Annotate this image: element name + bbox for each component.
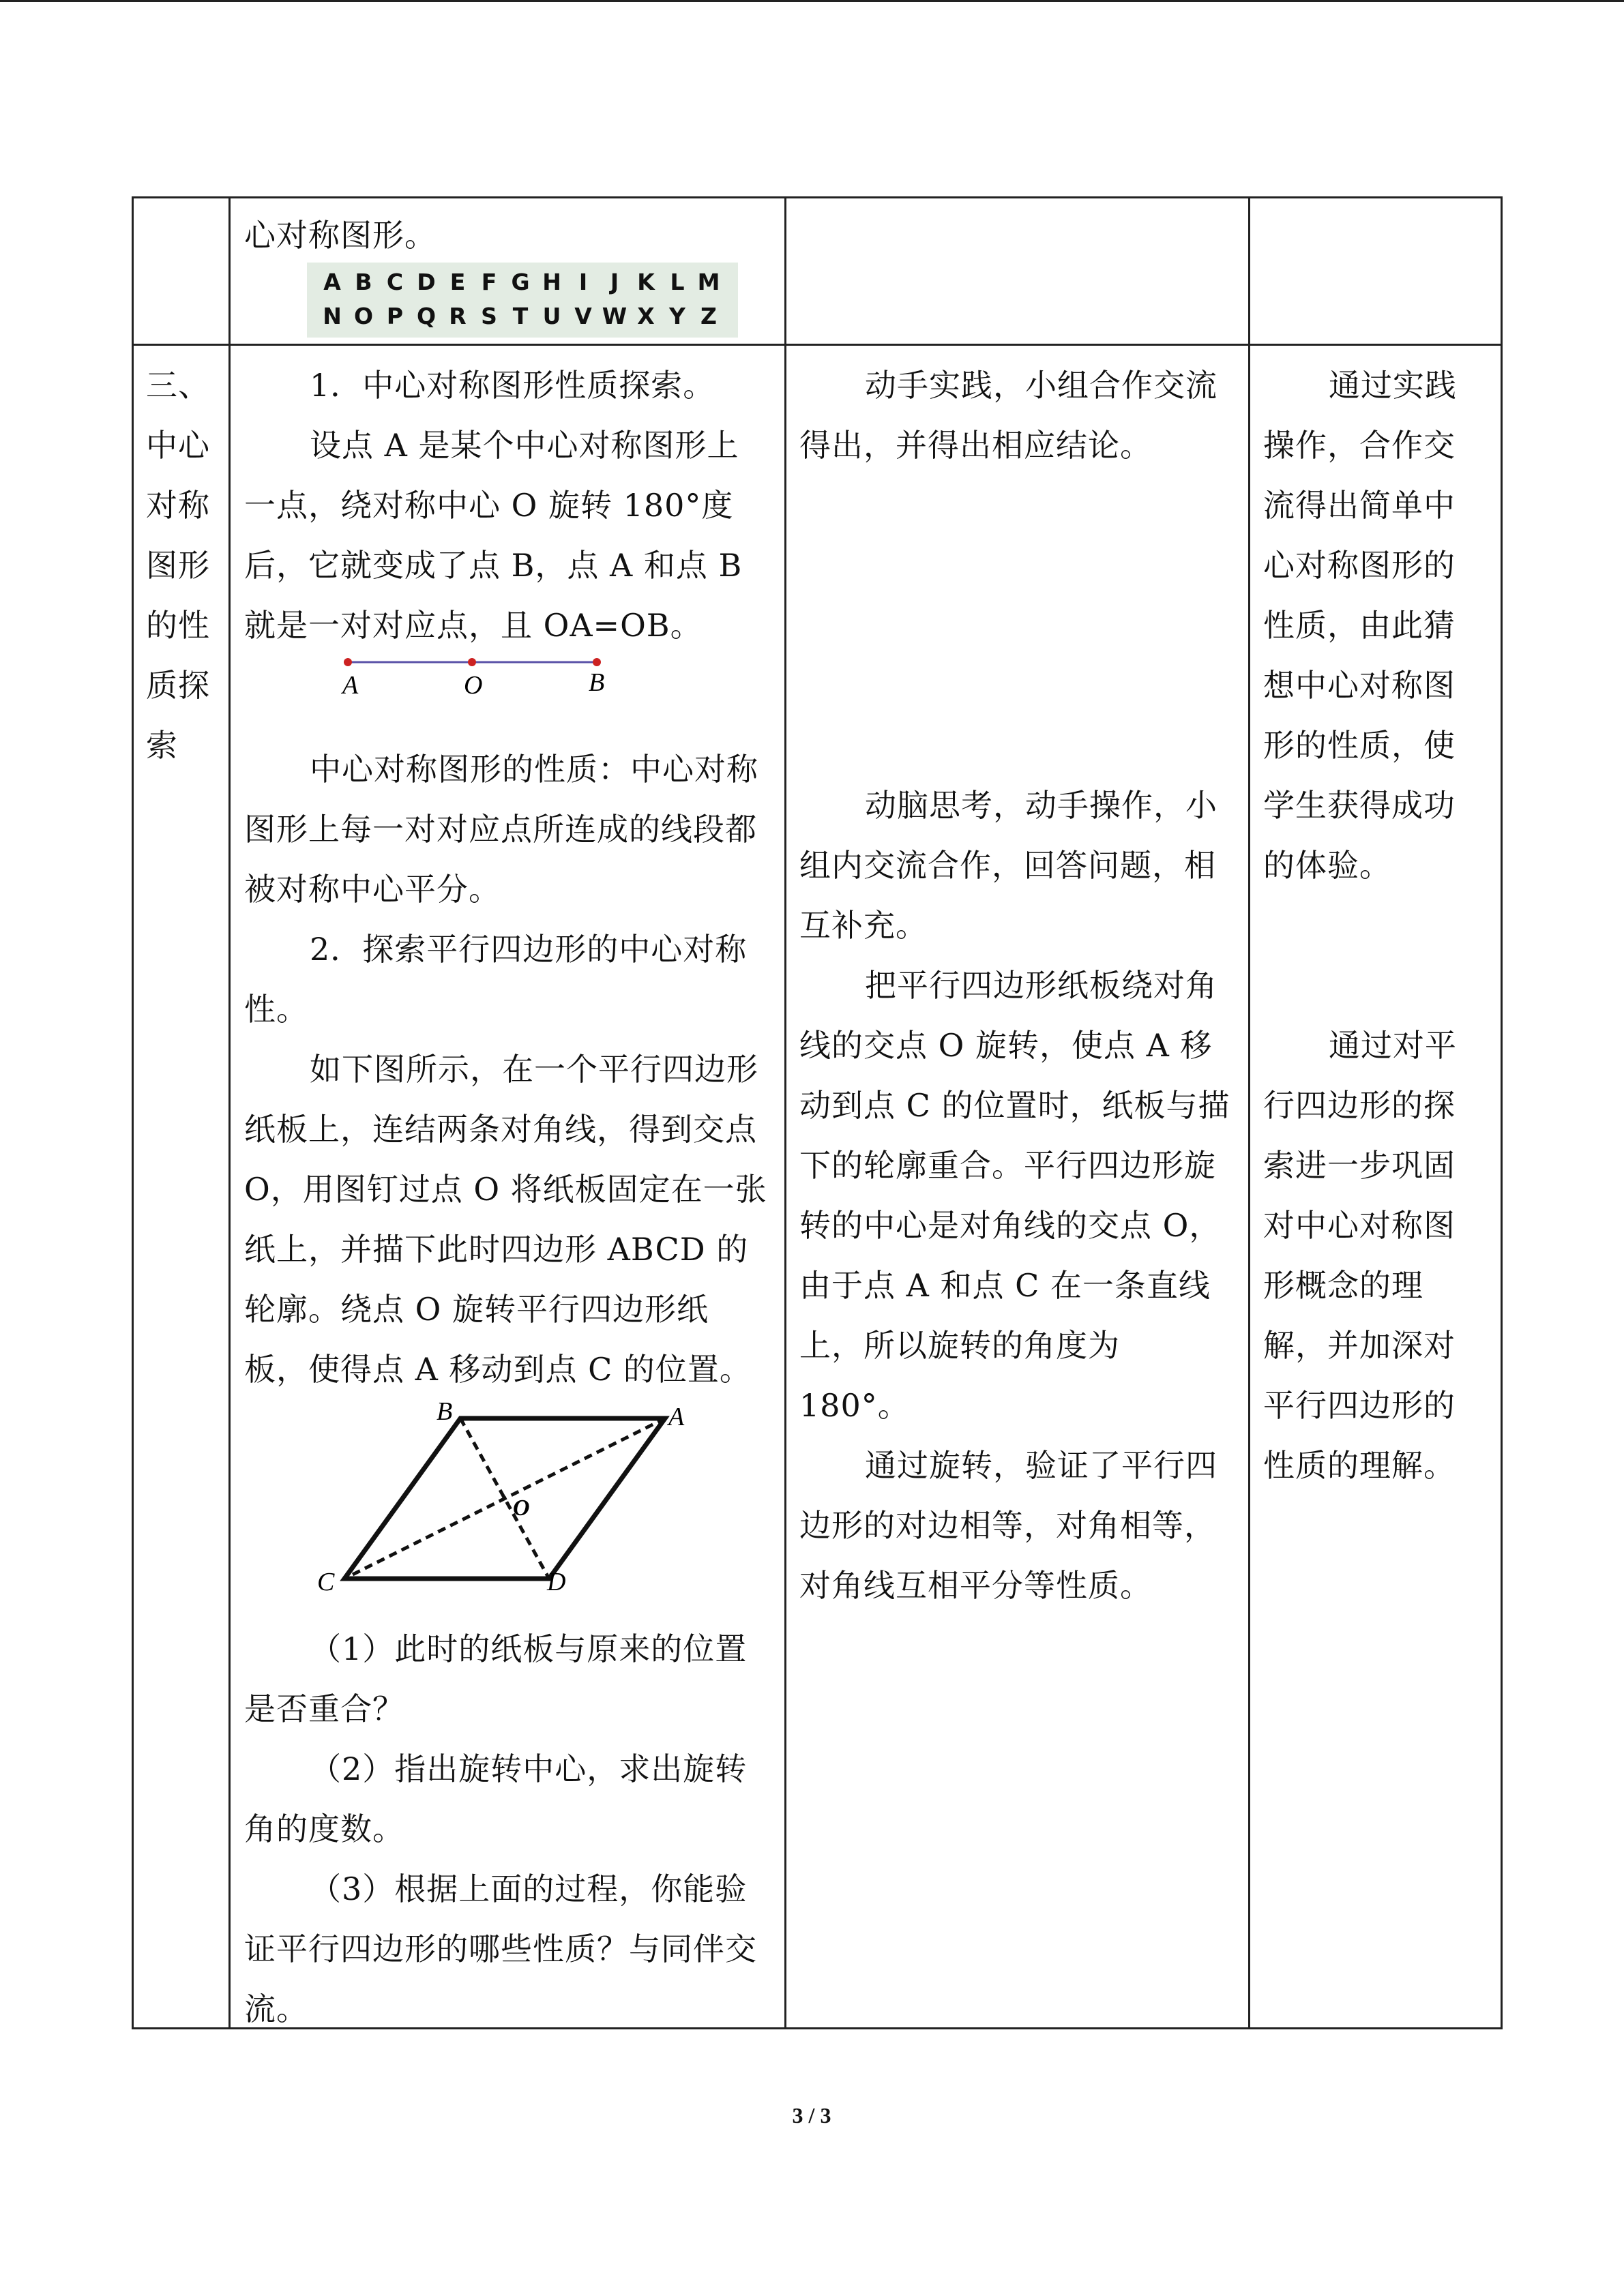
row-divider [132, 344, 1503, 346]
letter: Q [416, 303, 437, 329]
alphabet-row-2 [316, 299, 724, 333]
letter: X [637, 303, 655, 329]
section-label-line: 对称 [146, 487, 210, 524]
page-top-rule [0, 0, 1624, 2]
letter: I [578, 269, 588, 295]
point-o [468, 658, 476, 666]
letter: F [481, 269, 497, 295]
activity-paragraph: 通过旋转，验证了平行四边形的对边相等，对角相等，对角线互相平分等性质。 [799, 1447, 1217, 1604]
table-top-border [132, 196, 1503, 198]
letter: H [542, 269, 561, 295]
letter: G [511, 269, 530, 295]
letter: V [574, 303, 592, 329]
letter: Y [669, 303, 685, 329]
content-paragraph: 设点 A 是某个中心对称图形上一点，绕对称中心 O 旋转 180°度后，它就变成了点 B，点 A 和点 B 就是一对对应点，且 OA=OB。 [244, 427, 743, 644]
section-label [146, 355, 221, 775]
column-divider-1 [228, 196, 231, 2029]
letter: K [637, 269, 655, 295]
letter: C [386, 269, 404, 295]
alphabet-row-1 [316, 265, 724, 299]
question-3: （3）根据上面的过程，你能验证平行四边形的哪些性质？与同伴交流。 [244, 1870, 757, 2027]
question-1: （1）此时的纸板与原来的位置是否重合？ [244, 1630, 748, 1727]
table-left-border [132, 196, 134, 2029]
label-a: A [342, 671, 359, 700]
letter: J [610, 269, 619, 295]
section-label-line: 的性 [146, 607, 210, 644]
point-a [344, 658, 352, 666]
section-label-line: 图形 [146, 547, 210, 584]
letter: A [323, 269, 341, 295]
page-number: 3 / 3 [792, 2103, 831, 2128]
intent-paragraph: 通过对平行四边形的探索进一步巩固对中心对称图形概念的理解，并加深对平行四边形的性质的理解。 [1263, 1027, 1457, 1484]
content-paragraph: 2．探索平行四边形的中心对称性。 [244, 931, 748, 1028]
row1-content-text: 心对称图形。 [244, 217, 437, 254]
segment-figure [321, 651, 607, 706]
alphabet-figure [307, 263, 738, 338]
activity-paragraph: 动手实践，小组合作交流得出，并得出相应结论。 [799, 367, 1217, 464]
section-label-line: 中心 [146, 427, 210, 464]
content-paragraph: 中心对称图形的性质：中心对称图形上每一对对应点所连成的线段都被对称中心平分。 [244, 751, 758, 908]
letter: B [355, 269, 372, 295]
letter: S [481, 303, 497, 329]
letter: E [449, 269, 466, 295]
letter: T [512, 303, 529, 329]
section-label-line: 质探 [146, 667, 210, 704]
activity-paragraph: 动脑思考，动手操作，小组内交流合作，回答问题，相互补充。 [799, 787, 1217, 944]
letter: U [542, 303, 561, 329]
parallelogram-figure [307, 1398, 703, 1602]
letter: N [323, 303, 342, 329]
letter: O [353, 303, 374, 329]
letter: R [449, 303, 467, 329]
vertex-b-label: B [437, 1398, 453, 1426]
letter: D [417, 269, 436, 295]
point-b [593, 658, 601, 666]
intent-paragraph: 通过实践操作，合作交流得出简单中心对称图形的性质，由此猜想中心对称图形的性质，使学生获得成功的体验。 [1263, 367, 1457, 884]
activity-paragraph: 把平行四边形纸板绕对角线的交点 O 旋转，使点 A 移动到点 C 的位置时，纸板与描下的轮廓重合。平行四边形旋转的中心是对角线的交点 O，由于点 A 和点 C 在一条直线上，所以旋转的角度为 180°。 [799, 967, 1230, 1424]
letter: Z [700, 303, 717, 329]
diagonal-ac [344, 1418, 665, 1579]
column-divider-2 [784, 196, 786, 2029]
table-right-border [1501, 196, 1503, 2029]
label-o: O [464, 671, 483, 700]
letter: W [602, 303, 628, 329]
letter: P [386, 303, 404, 329]
column-divider-3 [1248, 196, 1250, 2029]
center-o-label: O [513, 1495, 530, 1521]
content-paragraph: 1．中心对称图形性质探索。 [310, 367, 715, 404]
letter: L [670, 269, 685, 295]
content-paragraph: 如下图所示，在一个平行四边形纸板上，连结两条对角线，得到交点 O，用图钉过点 O 将纸板固定在一张纸上，并描下此时四边形 ABCD 的轮廓。绕点 O 旋转平行四边形纸板，使得点 A 移动到点 C 的位置。 [244, 1051, 767, 1388]
section-label-line: 索 [146, 727, 178, 764]
letter: M [697, 269, 720, 295]
question-2: （2）指出旋转中心，求出旋转角的度数。 [244, 1750, 748, 1847]
vertex-c-label: C [317, 1568, 335, 1596]
section-label-line: 三、 [146, 367, 210, 404]
label-b: B [589, 668, 605, 697]
vertex-a-label: A [668, 1403, 685, 1431]
vertex-d-label: D [547, 1568, 566, 1596]
